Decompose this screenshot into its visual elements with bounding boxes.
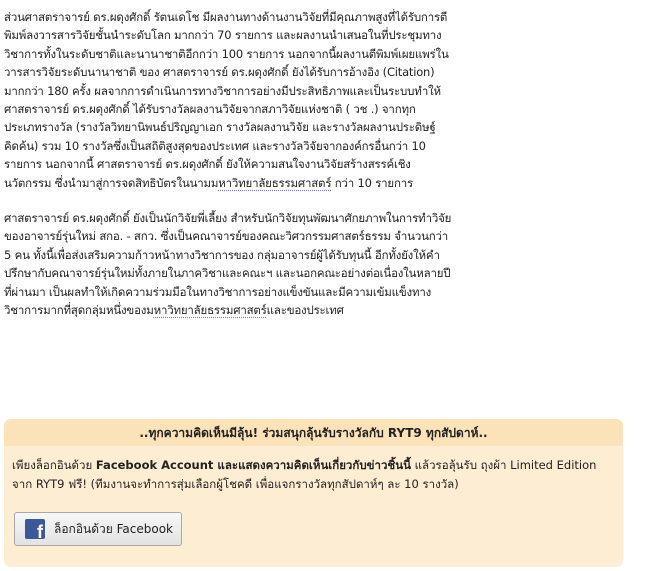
facebook-icon: f [25,519,45,539]
article-paragraph [4,209,452,319]
university-link[interactable]: หาวิทยาลัยธรรมศาสตร์ [218,175,332,190]
comment-promo-box [4,419,623,567]
article-paragraph [4,8,452,192]
paragraph-text: ศาสตราจารย์ ดร.ผดุงศักดิ์ ยังเป็นนักวิจัยพี่เลี้ยง สำหรับนักวิจัยทุนพัฒนาศักยภาพในการทำวิจัยของอาจารย์รุ่นใหม่ สกอ. - สกว. ซึ่งเป็นคณาจารย์ของคณะวิศวกรรมศาสตร์ธรรม จำนวนกว่า 5 คน ทั้งนี้เพื่อส่งเสริมความก้าวหน้าทางวิชาการของ กลุ่มอาจารย์ผู้ได้รับทุนนี้ อีกทั้งยังให้คำปรึกษากับคณาจารย์รุ่นใหม่ทั้งภายในภาควิชาและคณะฯ และนอกคณะอย่างต่อเนื่องในหลายปีที่ผ่านมา เป็นผลทำให้เกิดความร่วมมือในทางวิชาการอย่างแข็งขันและมีความเข้มแข็งทางวิชาการมากที่สุดกลุ่มหนึ่งของม [4,211,452,318]
paragraph-text-tail: และของประเทศ [266,303,344,318]
promo-text-prefix: เพียงล็อกอินด้วย [12,458,96,472]
promo-title: ..ทุกความคิดเห็นมีลุ้น! ร่วมสนุกลุ้นรับรางวัลกับ RYT9 ทุกสัปดาห์.. [4,419,623,446]
paragraph-text: ส่วนศาสตราจารย์ ดร.ผดุงศักดิ์ รัตนเดโช มีผลงานทางด้านงานวิจัยที่มีคุณภาพสูงที่ได้รับการตีพิมพ์ลงวารสารวิจัยชั้นนำระดับโลก มากกว่า 70 รายการ และผลงานนำเสนอในที่ประชุมทางวิชาการทั้งในระดับชาติและนานาชาติอีกกว่า 100 รายการ นอกจากนี้ผลงานตีพิมพ์เผยแพร่ในวารสารวิจัยระดับนานาชาติ ของ ศาสตราจารย์ ดร.ผดุงศักดิ์ ยังได้รับการอ้างอิง (Citation) มากกว่า 180 ครั้ง ผลจากการดำเนินการทางวิชาการอย่างมีประสิทธิภาพและเป็นระบบทำให้ศาสตราจารย์ ดร.ผดุงศักดิ์ ได้รับรางวัลผลงานวิจัยจากสภาวิจัยแห่งชาติ ( วช .) จากทุกประเภทรางวัล (รางวัลวิทยานิพนธ์ปริญญาเอก รางวัลผลงานวิจัย และรางวัลผลงานประดิษฐ์คิดค้น) รวม 10 รางวัลซึ่งเป็นสถิติสูงสุดของประเทศ และรางวัลวิจัยจากองค์กรอื่นกว่า 10 รายการ นอกจากนี้ ศาสตราจารย์ ดร.ผดุงศักดิ์ ยังให้ความสนใจงานวิจัยสร้างสรรค์เชิงนวัตกรรม ซึ่งนำมาสู่การจดสิทธิบัตรในนามม [4,10,449,190]
facebook-login-button[interactable] [14,512,182,546]
facebook-login-label: ล็อกอินด้วย Facebook [54,521,173,536]
university-link[interactable]: หาวิทยาลัยธรรมศาสตร์ [153,303,267,318]
article-body [4,8,452,320]
promo-text-bold: Facebook Account และแสดงความคิดเห็นเกี่ยวกับข่าวชิ้นนี้ [95,458,411,472]
promo-text-suffix: แล้วรอลุ้นรับ ถุงผ้า Limited Edition จาก RYT9 ฟรี! (ทีมงานจะทำการสุ่มเลือกผู้โชคดี เพื่อแจกรางวัลทุกสัปดาห์ๆ ละ 10 รางวัล) [12,458,597,491]
paragraph-text-tail: กว่า 10 รายการ [331,175,413,190]
promo-text [4,446,623,494]
